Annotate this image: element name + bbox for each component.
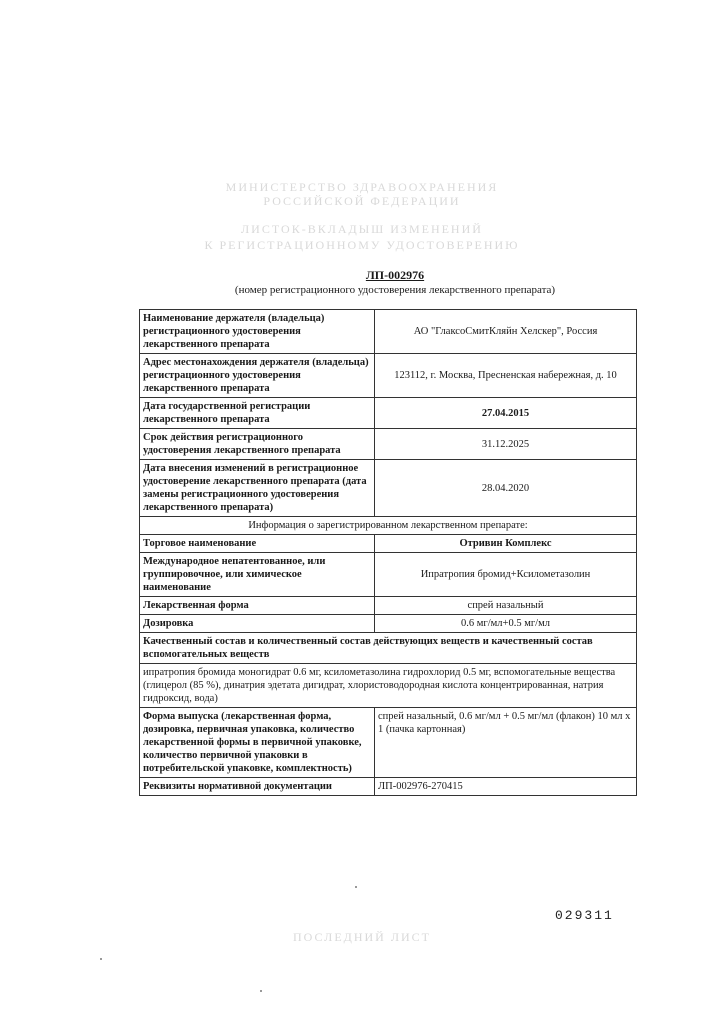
scan-speck — [355, 886, 357, 888]
dosage-form-label: Лекарственная форма — [140, 597, 375, 615]
trade-name-label: Торговое наименование — [140, 535, 375, 553]
table-row — [140, 310, 637, 354]
validity-label: Срок действия регистрационного удостоверения лекарственного препарата — [140, 429, 375, 460]
holder-address-value: 123112, г. Москва, Пресненская набережная, д. 10 — [375, 354, 637, 398]
changes-date-label: Дата внесения изменений в регистрационное удостоверение лекарственного препарата (дата замены регистрационного удостоверения лекарственного препарата) — [140, 460, 375, 517]
table-row — [140, 597, 637, 615]
table-row — [140, 398, 637, 429]
holder-address-label: Адрес местонахождения держателя (владельца) регистрационного удостоверения лекарственного препарата — [140, 354, 375, 398]
faded-header-line-4: К РЕГИСТРАЦИОННОМУ УДОСТОВЕРЕНИЮ — [204, 238, 520, 252]
product-section-title: Информация о зарегистрированном лекарственном препарате: — [140, 517, 637, 535]
table-row — [140, 615, 637, 633]
table-row — [140, 708, 637, 778]
table-row — [140, 535, 637, 553]
trade-name-value: Отривин Комплекс — [375, 535, 637, 553]
table-row — [140, 778, 637, 796]
faded-footer: ПОСЛЕДНИЙ ЛИСТ — [293, 930, 431, 944]
scan-speck — [260, 990, 262, 992]
packaging-label: Форма выпуска (лекарственная форма, дозировка, первичная упаковка, количество лекарственной формы в первичной упаковке, количество первичной упаковки в потребительской упаковке, комплектность) — [140, 708, 375, 778]
registration-number: ЛП-002976 — [365, 268, 425, 282]
changes-date-value: 28.04.2020 — [375, 460, 637, 517]
table-row — [140, 664, 637, 708]
normative-docs-label: Реквизиты нормативной документации — [140, 778, 375, 796]
table-row — [140, 354, 637, 398]
inn-value: Ипратропия бромид+Ксилометазолин — [375, 553, 637, 597]
dosage-label: Дозировка — [140, 615, 375, 633]
table-row — [140, 460, 637, 517]
registration-caption: (номер регистрационного удостоверения лекарственного препарата) — [234, 284, 556, 296]
dosage-form-value: спрей назальный — [375, 597, 637, 615]
table-row — [140, 553, 637, 597]
composition-text: ипратропия бромида моногидрат 0.6 мг, ксилометазолина гидрохлорид 0.5 мг, вспомогательные вещества (глицерол (85 %), динатрия эдетата дигидрат, хлористоводородная кислота концентрированная, натрия гидроксид, вода) — [140, 664, 637, 708]
table-row — [140, 517, 637, 535]
registration-date-value: 27.04.2015 — [375, 398, 637, 429]
table-row — [140, 633, 637, 664]
registration-table — [139, 309, 637, 796]
holder-name-value: АО "ГлаксоСмитКляйн Хелскер", Россия — [375, 310, 637, 354]
holder-name-label: Наименование держателя (владельца) регистрационного удостоверения лекарственного препарата — [140, 310, 375, 354]
faded-header-line-2: РОССИЙСКОЙ ФЕДЕРАЦИИ — [263, 194, 461, 208]
faded-header-line-1: МИНИСТЕРСТВО ЗДРАВООХРАНЕНИЯ — [225, 180, 499, 194]
composition-title: Качественный состав и количественный состав действующих веществ и качественный состав вспомогательных веществ — [140, 633, 637, 664]
packaging-value: спрей назальный, 0.6 мг/мл + 0.5 мг/мл (флакон) 10 мл x 1 (пачка картонная) — [375, 708, 637, 778]
validity-value: 31.12.2025 — [375, 429, 637, 460]
dosage-value: 0.6 мг/мл+0.5 мг/мл — [375, 615, 637, 633]
scan-speck — [100, 958, 102, 960]
registration-date-label: Дата государственной регистрации лекарственного препарата — [140, 398, 375, 429]
table-row — [140, 429, 637, 460]
inn-label: Международное непатентованное, или группировочное, или химическое наименование — [140, 553, 375, 597]
normative-docs-value: ЛП-002976-270415 — [375, 778, 637, 796]
faded-header-line-3: ЛИСТОК-ВКЛАДЫШ ИЗМЕНЕНИЙ — [241, 222, 483, 236]
form-serial-number: 029311 — [555, 908, 614, 923]
